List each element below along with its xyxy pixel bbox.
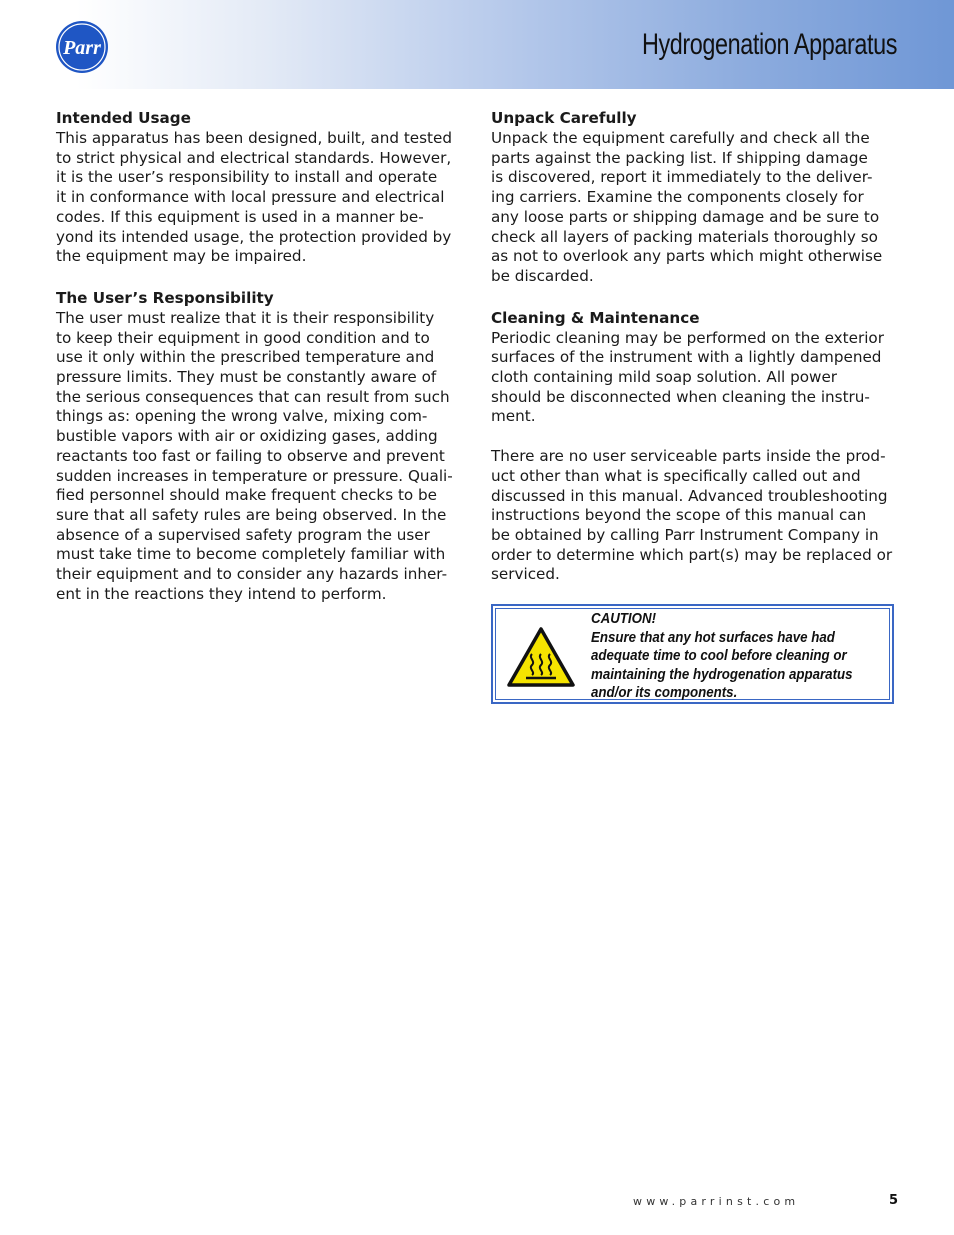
parr-logo-icon [55,20,109,74]
hot-surface-warning-icon [506,626,576,688]
section-body-intended-usage: This apparatus has been designed, built, and tested to strict physical and electrical standards. However, it is the user’s responsibility to install and operate it in conformance with local pressure and electrical codes. If this equipment is used in a manner be- yond its intended usage, the protection provided by the equipment may be impaired. [56,129,452,266]
section-body-serviceable-parts: There are no user serviceable parts inside the prod- uct other than what is specifically called out and discussed in this manual. Advanced troubleshooting instructions beyond the scope of this manual can be obtained by calling Parr Instrument Company in order to determine which part(s) may be replaced or serviced. [491,447,893,584]
section-heading-unpack-carefully: Unpack Carefully [491,109,637,127]
caution-title: CAUTION! [591,611,656,627]
section-heading-intended-usage: Intended Usage [56,109,191,127]
caution-box [491,604,894,704]
caution-message: Ensure that any hot surfaces have had adequate time to cool before cleaning or maintaining the hydrogenation apparatus and/or its components. [591,629,853,702]
page-header [0,0,954,89]
logo-text: Parr [63,37,101,59]
section-body-cleaning-maintenance: Periodic cleaning may be performed on the exterior surfaces of the instrument with a lightly dampened cloth containing mild soap solution. All power should be disconnected when cleaning the instru- ment. [491,328,884,426]
page-title: Hydrogenation Apparatus [641,28,897,61]
left-column [56,107,466,624]
section-body-unpack-carefully: Unpack the equipment carefully and check all the parts against the packing list. If shipping damage is discovered, report it immediately to the deliver- ing carriers. Examine the components closely for any loose parts or shipping damage and be sure to check all layers of packing materials thoroughly so as not to overlook any parts which might otherwise be discarded. [491,129,883,285]
page-number: 5 [889,1193,899,1208]
footer-url: www.parrinst.com [633,1195,800,1208]
section-heading-user-responsibility: The User’s Responsibility [56,288,274,307]
section-body-user-responsibility: The user must realize that it is their responsibility to keep their equipment in good condition and to use it only within the prescribed temperature and pressure limits. They must be constantly aware of the serious consequences that can result from such things as: opening the wrong valve, mixing com- bustible vapors with air or oxidizing gases, adding reactants too fast or failing to observe and prevent sudden increases in temperature or pressure. Quali- fied personnel should make frequent checks to be sure that all safety rules are being observed. In the absence of a supervised safety program the user must take time to become completely familiar with their equipment and to consider any hazards inher- ent in the reactions they intend to perform. [56,308,453,603]
caution-text-block [591,610,861,703]
section-heading-cleaning-maintenance: Cleaning & Maintenance [491,308,700,327]
right-column [491,107,901,605]
